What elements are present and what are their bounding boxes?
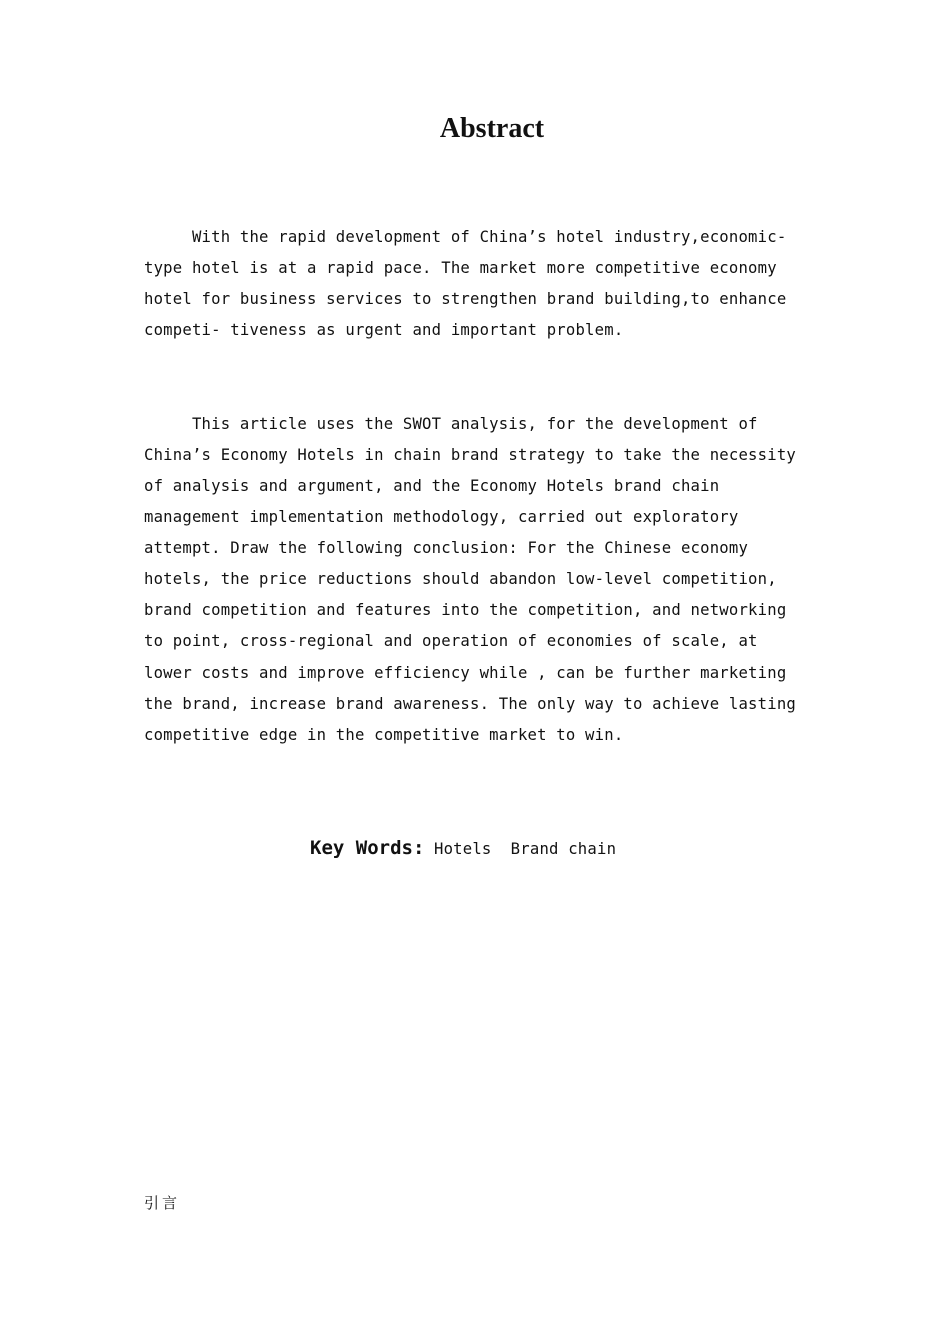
next-section-heading: 引言 [144,1194,181,1212]
abstract-body [144,160,796,813]
keywords-label: Key Words: [310,837,425,859]
keywords-value: Hotels Brand chain [424,840,617,858]
abstract-paragraph-1: With the rapid development of China’s hotel industry,economic- type hotel is at a rapid pace. The market more competitive economy hotel for business services to strengthen brand building,to enhance competi- tiveness as urgent and important problem. [144,228,787,340]
abstract-title: Abstract [439,113,545,144]
abstract-paragraph-2: This article uses the SWOT analysis, for the development of China’s Economy Hotels in chain brand strategy to take the necessity of analysis and argument, and the Economy Hotels brand chain management implementation methodology, carried out exploratory attempt. Draw the following conclusion: For the Chinese economy hotels, the price reductions should abandon low-level competition, brand competition and features into the competition, and networking to point, cross-regional and operation of economies of scale, at lower costs and improve efficiency while , can be further marketing the brand, increase brand awareness. The only way to achieve lasting competitive edge in the competitive market to win. [144,414,796,744]
keywords-line [310,833,616,865]
